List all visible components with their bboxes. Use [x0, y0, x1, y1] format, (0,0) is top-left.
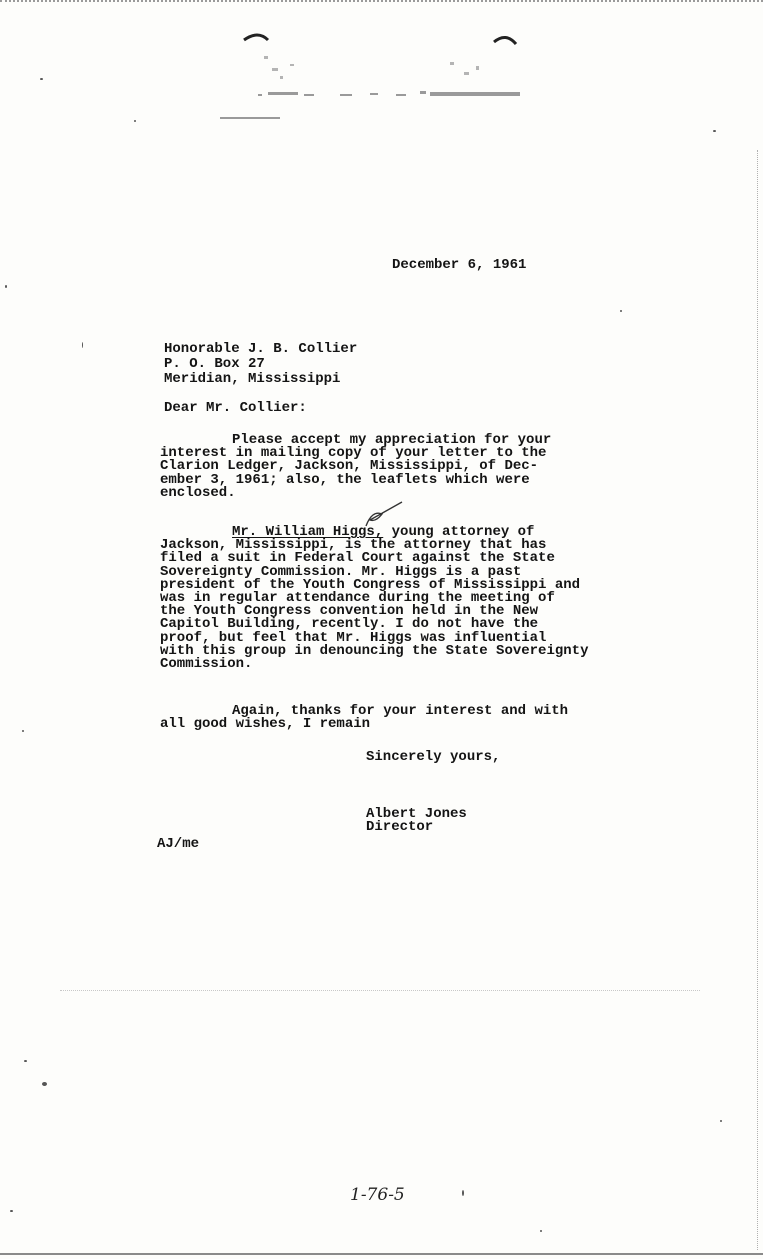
- scan-speck: [82, 342, 83, 348]
- paragraph-line: ember 3, 1961; also, the leaflets which were: [160, 471, 530, 488]
- paragraph-line: with this group in denouncing the State Sovereignty: [160, 642, 589, 659]
- paragraph-thanks: [160, 705, 640, 731]
- letter-date: December 6, 1961: [392, 257, 527, 273]
- recipient-name: Honorable J. B. Collier: [164, 341, 358, 357]
- signer-name: Albert Jones: [366, 806, 467, 822]
- scan-speck: [24, 1060, 27, 1062]
- scan-speck: [713, 130, 716, 132]
- paragraph-line: all good wishes, I remain: [160, 716, 371, 733]
- paragraph-line: Again, thanks for your interest and with: [232, 703, 569, 719]
- typist-initials: AJ/me: [157, 836, 200, 852]
- signer-title: Director: [366, 819, 434, 835]
- paragraph-line: president of the Youth Congress of Mississippi and: [160, 576, 581, 593]
- salutation: Dear Mr. Collier:: [164, 400, 307, 416]
- paragraph-line: Jackson, Mississippi, is the attorney that has: [160, 537, 547, 554]
- paragraph-line: interest in mailing copy of your letter to the: [160, 445, 547, 462]
- scan-speck: [462, 1190, 464, 1196]
- paragraph-line: was in regular attendance during the meeting of: [160, 590, 555, 607]
- recipient-address: [164, 342, 357, 387]
- paragraph-line: filed a suit in Federal Court against the State: [160, 550, 555, 567]
- top-dotted-edge: [0, 0, 763, 5]
- recipient-city: Meridian, Mississippi: [164, 371, 341, 387]
- scan-speck: [5, 285, 7, 288]
- paragraph-line: Clarion Ledger, Jackson, Mississippi, of Dec-: [160, 458, 539, 475]
- scan-speck: [22, 730, 24, 732]
- scan-speck: [540, 1230, 542, 1232]
- scan-speck: [134, 120, 136, 122]
- scan-speck: [40, 78, 43, 80]
- scan-speck: [720, 1120, 722, 1122]
- first-line-rest: young attorney of: [383, 524, 535, 540]
- underlined-name: Mr. William Higgs,: [232, 524, 384, 540]
- recipient-po-box: P. O. Box 27: [164, 356, 265, 372]
- paragraph-line: enclosed.: [160, 484, 236, 501]
- handwritten-check-mark: [362, 500, 422, 530]
- page-right-edge: [757, 150, 760, 1250]
- scan-noise-line: [60, 990, 700, 992]
- paragraph-line: proof, but feel that Mr. Higgs was influential: [160, 629, 547, 646]
- paragraph-line: Commission.: [160, 656, 253, 673]
- scan-speck: [620, 310, 622, 312]
- paragraph-line: Please accept my appreciation for your: [232, 432, 552, 448]
- scan-speck: [42, 1082, 47, 1086]
- paragraph-line: Sovereignty Commission. Mr. Higgs is a past: [160, 563, 522, 580]
- paragraph-line: the Youth Congress convention held in the New: [160, 603, 539, 620]
- complimentary-close: Sincerely yours,: [366, 749, 501, 765]
- paragraph-higgs: [160, 526, 640, 671]
- faded-letterhead-seal: [220, 28, 530, 128]
- page-bottom-edge: [0, 1253, 763, 1255]
- paragraph-appreciation: [160, 434, 640, 500]
- scan-speck: [10, 1210, 13, 1212]
- paragraph-line: Capitol Building, recently. I do not have the: [160, 616, 539, 633]
- signature-block: [366, 808, 467, 834]
- handwritten-page-number: 1-76-5: [350, 1185, 405, 1205]
